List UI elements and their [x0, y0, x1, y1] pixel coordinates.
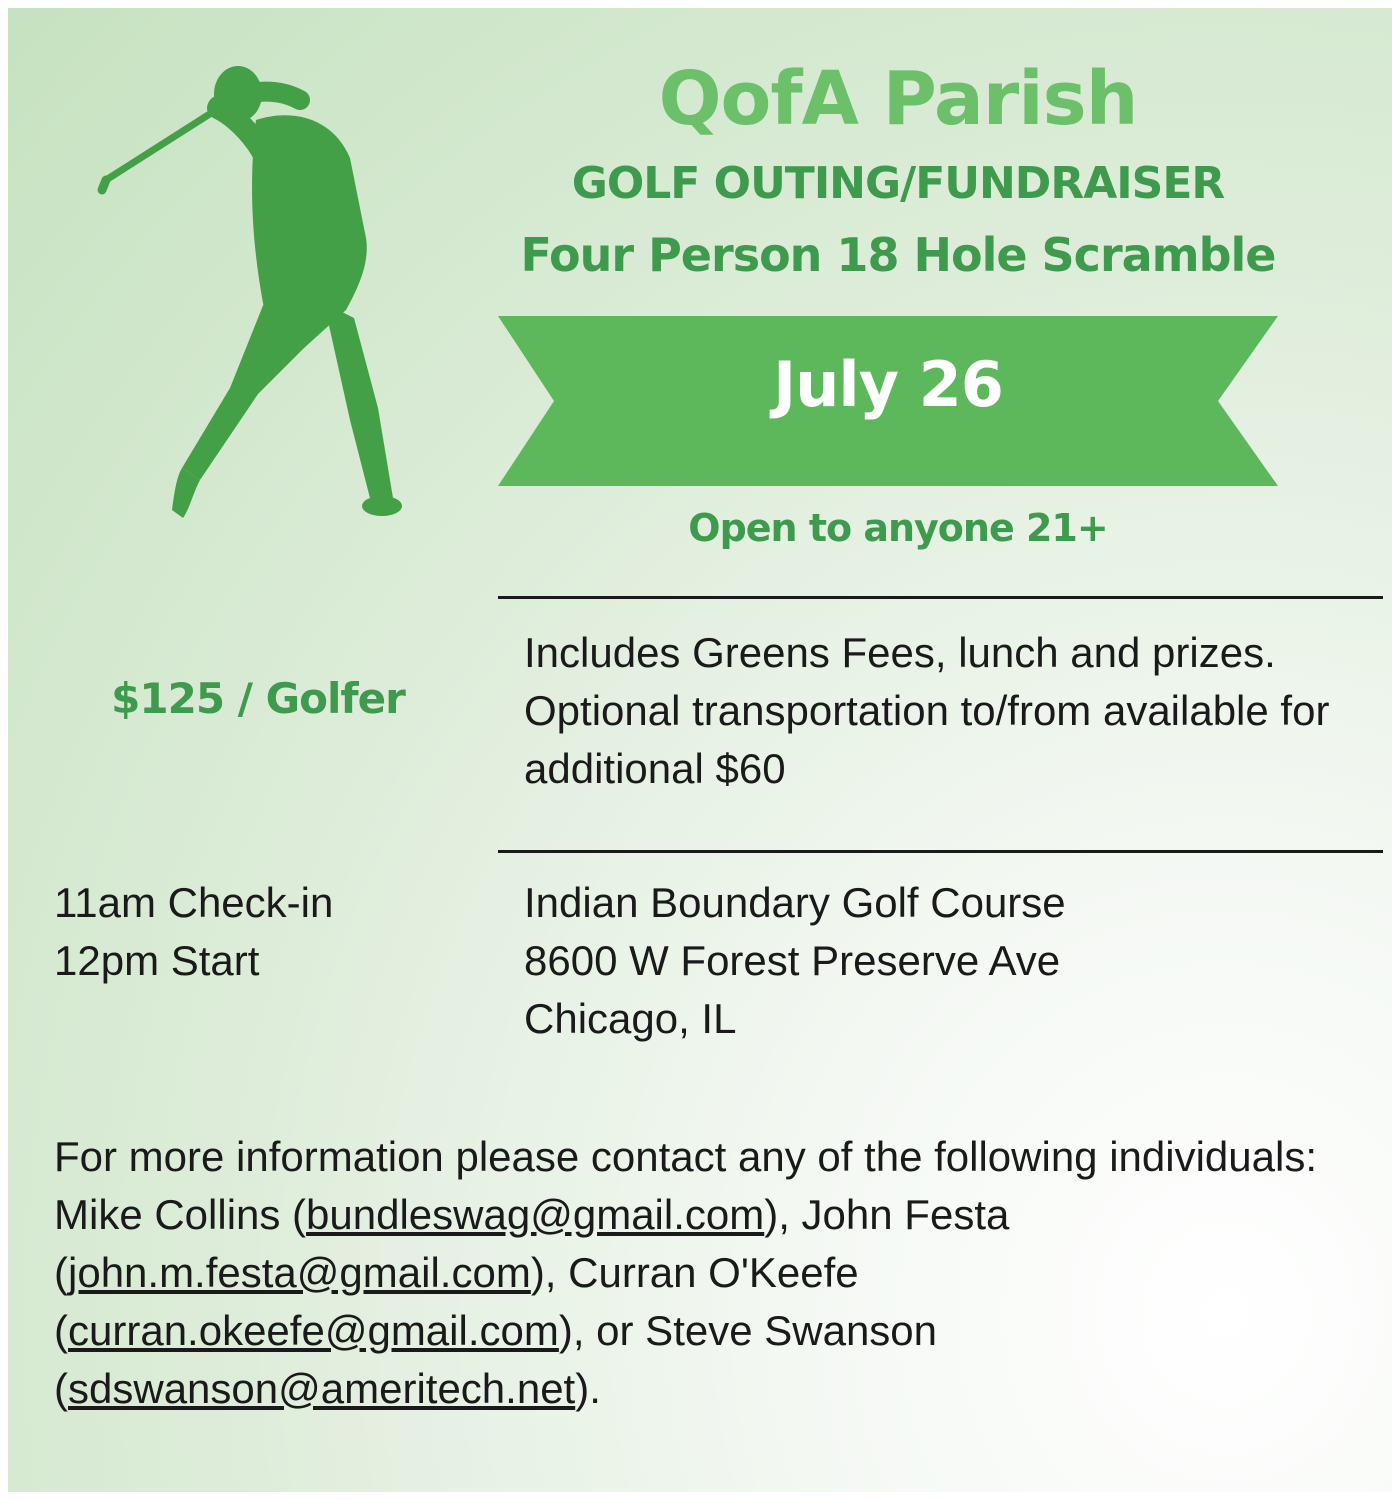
contact-separator: ), or Steve Swanson ( [54, 1307, 938, 1412]
venue-name: Indian Boundary Golf Course [524, 879, 1066, 926]
venue-street: 8600 W Forest Preserve Ave [524, 937, 1061, 984]
email-link-curran-okeefe[interactable]: curran.okeefe@gmail.com [68, 1307, 559, 1354]
divider [498, 850, 1383, 853]
golfer-silhouette-icon [88, 48, 408, 528]
contact-separator: ), Curran O'Keefe ( [54, 1249, 859, 1354]
start-time: 12pm Start [54, 937, 260, 984]
age-eligibility: Open to anyone 21+ [688, 506, 1108, 550]
parish-title: QofA Parish [658, 56, 1138, 142]
event-subtitle: GOLF OUTING/FUNDRAISER [571, 158, 1225, 209]
golf-flyer [8, 8, 1392, 1492]
email-link-john-festa[interactable]: john.m.festa@gmail.com [68, 1249, 531, 1296]
schedule [54, 874, 474, 990]
venue-city: Chicago, IL [524, 995, 737, 1042]
checkin-time: 11am Check-in [54, 879, 334, 926]
contact-info [54, 1128, 1374, 1418]
contact-separator: ), John Festa ( [54, 1191, 1010, 1296]
email-link-steve-swanson[interactable]: sdswanson@ameritech.net [68, 1365, 576, 1412]
price-per-golfer: $125 / Golfer [111, 674, 405, 723]
email-link-mike-collins[interactable]: bundleswag@gmail.com [306, 1191, 765, 1238]
contact-end: ). [575, 1365, 601, 1412]
event-format: Four Person 18 Hole Scramble [520, 228, 1276, 282]
divider [498, 596, 1383, 599]
price-includes: Includes Greens Fees, lunch and prizes. Optional transportation to/from available for additional $60 [524, 629, 1330, 792]
event-date: July 26 [773, 348, 1003, 421]
contact-intro: For more information please contact any of the following individuals: Mike Collins ( [54, 1133, 1317, 1238]
venue-address [524, 874, 1384, 1048]
